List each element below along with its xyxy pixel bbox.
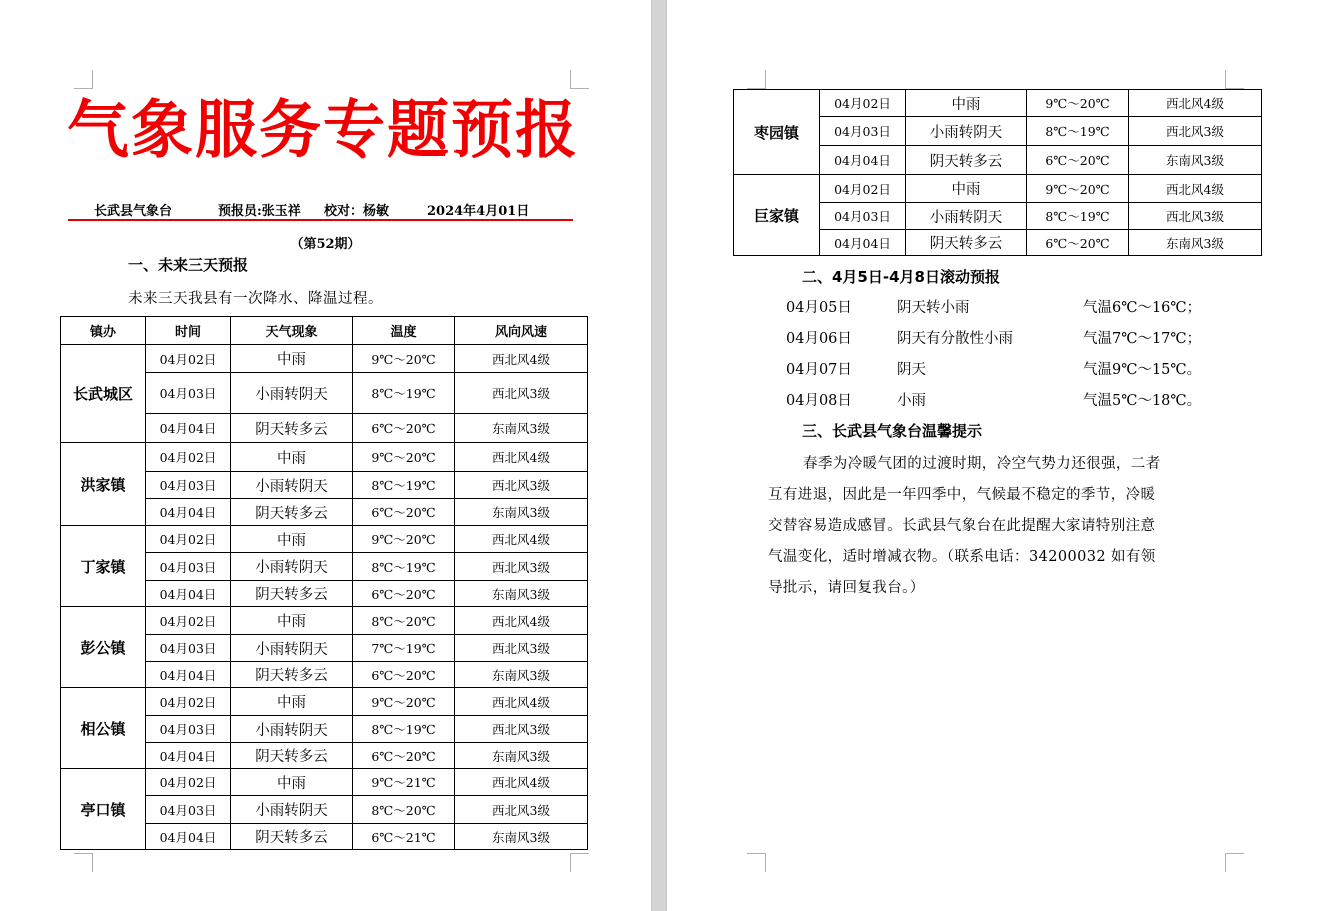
temp-cell: 9℃～20℃ xyxy=(1027,175,1129,203)
tip-paragraph-line: 交替容易造成感冒。长武县气象台在此提醒大家请特别注意 xyxy=(768,518,1156,534)
issue-number: （第52期） xyxy=(290,237,361,252)
page-left xyxy=(0,0,651,911)
wind-cell: 东南风3级 xyxy=(1129,146,1262,175)
town-name: 亭口镇 xyxy=(61,769,146,850)
weather-cell: 小雨转阴天 xyxy=(906,203,1027,230)
date-cell: 04月04日 xyxy=(820,146,906,175)
temp-cell: 9℃～20℃ xyxy=(353,526,455,553)
temp-cell: 7℃～19℃ xyxy=(353,635,455,662)
wind-cell: 西北风4级 xyxy=(455,607,588,635)
date-cell: 04月02日 xyxy=(146,526,231,553)
weather-cell: 阴天转多云 xyxy=(231,581,353,607)
wind-cell: 西北风3级 xyxy=(455,472,588,499)
town-name: 长武城区 xyxy=(61,345,146,443)
town-name: 相公镇 xyxy=(61,688,146,769)
date-cell: 04月03日 xyxy=(146,796,231,824)
table-row xyxy=(734,90,1262,117)
date-cell: 04月04日 xyxy=(820,230,906,256)
date-cell: 04月02日 xyxy=(146,769,231,796)
roll-date: 04月05日 xyxy=(786,300,852,316)
roll-date: 04月07日 xyxy=(786,362,852,378)
temp-cell: 8℃～20℃ xyxy=(353,796,455,824)
wind-cell: 西北风4级 xyxy=(455,526,588,553)
date-cell: 04月04日 xyxy=(146,824,231,850)
table-row xyxy=(61,345,588,373)
wind-cell: 西北风3级 xyxy=(455,553,588,581)
date-cell: 04月03日 xyxy=(146,373,231,414)
weather-cell: 阴天转多云 xyxy=(231,499,353,526)
wind-cell: 西北风4级 xyxy=(455,769,588,796)
temp-cell: 6℃～20℃ xyxy=(353,581,455,607)
section1-intro: 未来三天我县有一次降水、降温过程。 xyxy=(128,291,383,307)
date-cell: 04月03日 xyxy=(146,553,231,581)
wind-cell: 西北风3级 xyxy=(1129,117,1262,146)
table-row xyxy=(734,175,1262,203)
date-cell: 04月04日 xyxy=(146,499,231,526)
temp-cell: 6℃～20℃ xyxy=(353,743,455,769)
crop-mark xyxy=(1225,853,1244,872)
temp-cell: 6℃～20℃ xyxy=(353,499,455,526)
roll-temp: 气温9℃～15℃。 xyxy=(1083,362,1202,378)
wind-cell: 东南风3级 xyxy=(455,743,588,769)
wind-cell: 东南风3级 xyxy=(1129,230,1262,256)
wind-cell: 西北风3级 xyxy=(455,635,588,662)
temp-cell: 8℃～19℃ xyxy=(353,716,455,743)
temp-cell: 9℃～20℃ xyxy=(353,345,455,373)
forecast-table-continued xyxy=(733,89,1262,256)
wind-cell: 西北风4级 xyxy=(1129,90,1262,117)
weather-cell: 小雨转阴天 xyxy=(231,796,353,824)
header-weather: 天气现象 xyxy=(231,317,353,345)
weather-cell: 小雨转阴天 xyxy=(231,373,353,414)
temp-cell: 8℃～19℃ xyxy=(1027,117,1129,146)
weather-cell: 小雨转阴天 xyxy=(231,472,353,499)
date-cell: 04月02日 xyxy=(146,345,231,373)
roll-weather: 阴天转小雨 xyxy=(897,300,970,316)
town-name: 丁家镇 xyxy=(61,526,146,607)
weather-cell: 阴天转多云 xyxy=(231,414,353,443)
weather-cell: 小雨转阴天 xyxy=(231,635,353,662)
date-cell: 04月04日 xyxy=(146,581,231,607)
station-name: 长武县气象台 xyxy=(94,204,173,219)
crop-mark xyxy=(1225,70,1244,89)
town-name: 彭公镇 xyxy=(61,607,146,688)
section3-title: 三、长武县气象台温馨提示 xyxy=(802,422,983,440)
weather-cell: 中雨 xyxy=(231,769,353,796)
table-row xyxy=(61,443,588,472)
temp-cell: 8℃～19℃ xyxy=(1027,203,1129,230)
table-row xyxy=(61,526,588,553)
wind-cell: 西北风4级 xyxy=(455,443,588,472)
weather-cell: 中雨 xyxy=(906,90,1027,117)
weather-cell: 中雨 xyxy=(231,688,353,716)
temp-cell: 8℃～19℃ xyxy=(353,373,455,414)
temp-cell: 8℃～20℃ xyxy=(353,607,455,635)
header-town: 镇办 xyxy=(61,317,146,345)
temp-cell: 9℃～20℃ xyxy=(353,688,455,716)
temp-cell: 6℃～20℃ xyxy=(1027,146,1129,175)
roll-temp: 气温6℃～16℃； xyxy=(1083,300,1202,316)
weather-cell: 中雨 xyxy=(231,607,353,635)
wind-cell: 东南风3级 xyxy=(455,581,588,607)
date-cell: 04月04日 xyxy=(146,662,231,688)
red-divider xyxy=(68,219,573,221)
header-time: 时间 xyxy=(146,317,231,345)
tip-paragraph-line: 导批示，请回复我台。） xyxy=(768,580,925,596)
weather-cell: 阴天转多云 xyxy=(906,230,1027,256)
weather-cell: 中雨 xyxy=(231,345,353,373)
forecast-table xyxy=(60,316,588,850)
temp-cell: 6℃～21℃ xyxy=(353,824,455,850)
date-cell: 04月02日 xyxy=(820,175,906,203)
reviewer: 校对：杨敏 xyxy=(324,204,390,219)
temp-cell: 9℃～20℃ xyxy=(353,443,455,472)
temp-cell: 6℃～20℃ xyxy=(353,414,455,443)
wind-cell: 西北风3级 xyxy=(455,796,588,824)
crop-mark xyxy=(747,853,766,872)
table-header-row xyxy=(61,317,588,345)
date-cell: 04月04日 xyxy=(146,414,231,443)
weather-cell: 小雨转阴天 xyxy=(231,716,353,743)
date-cell: 04月02日 xyxy=(146,607,231,635)
header-temp: 温度 xyxy=(353,317,455,345)
tip-paragraph-line: 春季为冷暖气团的过渡时期，冷空气势力还很强，二者 xyxy=(803,456,1161,472)
roll-temp: 气温5℃～18℃。 xyxy=(1083,393,1202,409)
town-name: 巨家镇 xyxy=(734,175,820,256)
date-cell: 04月03日 xyxy=(820,117,906,146)
weather-cell: 阴天转多云 xyxy=(231,824,353,850)
weather-cell: 中雨 xyxy=(906,175,1027,203)
wind-cell: 西北风3级 xyxy=(455,373,588,414)
roll-weather: 阴天有分散性小雨 xyxy=(897,331,1013,347)
temp-cell: 8℃～19℃ xyxy=(353,472,455,499)
page-gutter xyxy=(651,0,667,911)
crop-mark xyxy=(74,853,93,872)
date-cell: 04月04日 xyxy=(146,743,231,769)
table-row xyxy=(61,688,588,716)
roll-date: 04月08日 xyxy=(786,393,852,409)
wind-cell: 西北风4级 xyxy=(455,345,588,373)
date-cell: 04月02日 xyxy=(820,90,906,117)
table-row xyxy=(61,607,588,635)
temp-cell: 9℃～20℃ xyxy=(1027,90,1129,117)
temp-cell: 6℃～20℃ xyxy=(353,662,455,688)
date-cell: 04月03日 xyxy=(146,635,231,662)
weather-cell: 小雨转阴天 xyxy=(906,117,1027,146)
crop-mark xyxy=(570,853,589,872)
masthead-title: 气象服务专题预报 xyxy=(66,92,579,167)
weather-cell: 中雨 xyxy=(231,526,353,553)
wind-cell: 西北风3级 xyxy=(455,716,588,743)
temp-cell: 9℃～21℃ xyxy=(353,769,455,796)
town-name: 洪家镇 xyxy=(61,443,146,526)
roll-date: 04月06日 xyxy=(786,331,852,347)
wind-cell: 东南风3级 xyxy=(455,662,588,688)
date-cell: 04月03日 xyxy=(146,716,231,743)
date-cell: 04月03日 xyxy=(820,203,906,230)
weather-cell: 阴天转多云 xyxy=(906,146,1027,175)
tip-paragraph-line: 气温变化，适时增减衣物。（联系电话：34200032 如有领 xyxy=(768,549,1156,565)
section1-title: 一、未来三天预报 xyxy=(128,256,249,274)
wind-cell: 西北风3级 xyxy=(1129,203,1262,230)
forecaster: 预报员:张玉祥 xyxy=(218,204,301,219)
issue-date: 2024年4月01日 xyxy=(427,204,530,219)
date-cell: 04月03日 xyxy=(146,472,231,499)
wind-cell: 东南风3级 xyxy=(455,499,588,526)
wind-cell: 东南风3级 xyxy=(455,824,588,850)
date-cell: 04月02日 xyxy=(146,443,231,472)
tip-paragraph-line: 互有进退，因此是一年四季中，气候最不稳定的季节，冷暖 xyxy=(768,487,1156,503)
temp-cell: 8℃～19℃ xyxy=(353,553,455,581)
crop-mark xyxy=(747,70,766,89)
weather-cell: 阴天转多云 xyxy=(231,662,353,688)
weather-cell: 中雨 xyxy=(231,443,353,472)
wind-cell: 西北风4级 xyxy=(455,688,588,716)
wind-cell: 东南风3级 xyxy=(455,414,588,443)
header-wind: 风向风速 xyxy=(455,317,588,345)
wind-cell: 西北风4级 xyxy=(1129,175,1262,203)
roll-temp: 气温7℃～17℃； xyxy=(1083,331,1202,347)
roll-weather: 小雨 xyxy=(897,393,926,409)
section2-title: 二、4月5日-4月8日滚动预报 xyxy=(802,268,1000,286)
town-name: 枣园镇 xyxy=(734,90,820,175)
weather-cell: 阴天转多云 xyxy=(231,743,353,769)
weather-cell: 小雨转阴天 xyxy=(231,553,353,581)
table-row xyxy=(61,769,588,796)
roll-weather: 阴天 xyxy=(897,362,926,378)
temp-cell: 6℃～20℃ xyxy=(1027,230,1129,256)
date-cell: 04月02日 xyxy=(146,688,231,716)
